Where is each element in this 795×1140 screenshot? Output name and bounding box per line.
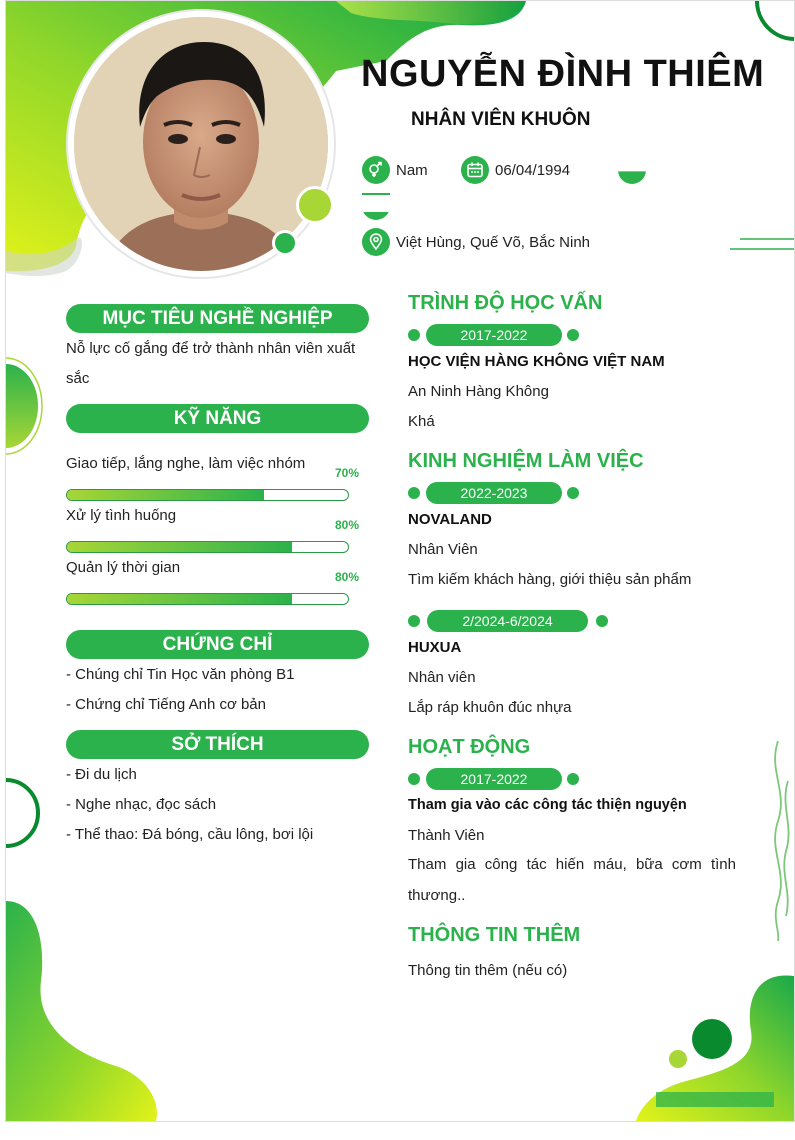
activity-description-line-2: thương.. bbox=[408, 887, 466, 904]
hobbies-heading: SỞ THÍCH bbox=[66, 730, 369, 759]
activity-description-line-1: Tham gia công tác hiến máu, bữa cơm tình bbox=[408, 856, 736, 873]
gender-info bbox=[362, 156, 428, 184]
top-right-ring-decoration bbox=[751, 1, 794, 46]
education-heading: TRÌNH ĐỘ HỌC VẤN bbox=[408, 292, 603, 314]
skill-bar-3 bbox=[66, 593, 349, 605]
certificate-item-1: - Chúng chỉ Tin Học văn phòng B1 bbox=[66, 666, 295, 683]
hobby-item-2: - Nghe nhạc, đọc sách bbox=[66, 796, 217, 813]
hidden-contact-icon-middle bbox=[362, 193, 390, 220]
certificate-item-2: - Chứng chỉ Tiếng Anh cơ bản bbox=[66, 696, 266, 713]
gender-value: Nam bbox=[396, 161, 428, 179]
education-period: 2017-2022 bbox=[426, 324, 562, 346]
activity-name: Tham gia vào các công tác thiện nguyện bbox=[408, 797, 687, 813]
skill-bar-fill-1 bbox=[67, 490, 264, 500]
birthday-value: 06/04/1994 bbox=[495, 161, 571, 179]
activities-period: 2017-2022 bbox=[426, 768, 562, 790]
cv-page bbox=[5, 0, 795, 1122]
experience-1-period: 2022-2023 bbox=[426, 482, 562, 504]
gender-icon bbox=[362, 156, 390, 184]
experience-2-dot-right bbox=[596, 615, 608, 627]
skill-name-3: Quản lý thời gian bbox=[66, 559, 181, 576]
education-major: An Ninh Hàng Không bbox=[408, 383, 549, 400]
objective-text-line-1: Nỗ lực cố gắng để trở thành nhân viên xuất bbox=[66, 340, 356, 357]
skill-bar-1 bbox=[66, 489, 349, 501]
skill-percent-3: 80% bbox=[335, 570, 360, 584]
address-info bbox=[362, 228, 590, 256]
photo-accent-dot-small bbox=[272, 230, 298, 256]
photo-accent-dot-large bbox=[296, 186, 334, 224]
experience-2-description: Lắp ráp khuôn đúc nhựa bbox=[408, 699, 572, 716]
skill-name-1: Giao tiếp, lắng nghe, làm việc nhóm bbox=[66, 455, 306, 472]
activities-dot-right bbox=[567, 773, 579, 785]
experience-heading: KINH NGHIỆM LÀM VIỆC bbox=[408, 450, 644, 472]
experience-1-dot-right bbox=[567, 487, 579, 499]
address-value: Việt Hùng, Quế Võ, Bắc Ninh bbox=[396, 233, 591, 251]
more-info-heading: THÔNG TIN THÊM bbox=[408, 924, 581, 946]
skill-bar-2 bbox=[66, 541, 349, 553]
skill-percent-2: 80% bbox=[335, 518, 360, 532]
activities-heading: HOẠT ĐỘNG bbox=[408, 736, 531, 758]
skill-percent-1: 70% bbox=[335, 466, 360, 480]
activities-dot-left bbox=[408, 773, 420, 785]
skill-name-2: Xử lý tình huống bbox=[66, 507, 177, 524]
experience-1-description: Tìm kiếm khách hàng, giới thiệu sản phẩm bbox=[408, 571, 692, 588]
objective-text-line-2: sắc bbox=[66, 370, 90, 387]
bottom-left-blob-decoration bbox=[6, 901, 176, 1121]
activity-role: Thành Viên bbox=[408, 827, 485, 844]
hobby-item-1: - Đi du lịch bbox=[66, 766, 137, 783]
bottom-right-blob-decoration bbox=[626, 971, 794, 1121]
birthday-info bbox=[461, 156, 570, 184]
calendar-icon bbox=[461, 156, 489, 184]
skills-heading: KỸ NĂNG bbox=[66, 404, 369, 433]
skill-bar-fill-3 bbox=[67, 594, 292, 604]
certificates-heading: CHỨNG CHỈ bbox=[66, 630, 369, 659]
experience-2-period: 2/2024-6/2024 bbox=[427, 610, 588, 632]
education-timeline-dot-right bbox=[567, 329, 579, 341]
hidden-contact-icon-top bbox=[618, 156, 646, 184]
experience-1-dot-left bbox=[408, 487, 420, 499]
education-grade: Khá bbox=[408, 413, 435, 430]
experience-1-company: NOVALAND bbox=[408, 511, 492, 528]
location-pin-icon bbox=[362, 228, 390, 256]
education-school: HỌC VIỆN HÀNG KHÔNG VIỆT NAM bbox=[408, 353, 665, 370]
hobby-item-3: - Thể thao: Đá bóng, cầu lông, bơi lội bbox=[66, 826, 314, 843]
skill-bar-fill-2 bbox=[67, 542, 292, 552]
left-half-circle-decoration bbox=[6, 356, 46, 456]
objective-heading: MỤC TIÊU NGHỀ NGHIỆP bbox=[66, 304, 369, 333]
education-timeline-dot-left bbox=[408, 329, 420, 341]
job-title: NHÂN VIÊN KHUÔN bbox=[411, 109, 591, 130]
more-info-text: Thông tin thêm (nếu có) bbox=[408, 962, 568, 979]
left-ring-decoration bbox=[6, 776, 46, 851]
experience-1-position: Nhân Viên bbox=[408, 541, 478, 558]
experience-2-position: Nhân viên bbox=[408, 669, 476, 686]
experience-2-company: HUXUA bbox=[408, 639, 462, 656]
candidate-name: NGUYỄN ĐÌNH THIÊM bbox=[361, 53, 765, 95]
right-wave-lines-decoration bbox=[768, 741, 794, 941]
right-lines-decoration bbox=[726, 235, 794, 255]
experience-2-dot-left bbox=[408, 615, 420, 627]
